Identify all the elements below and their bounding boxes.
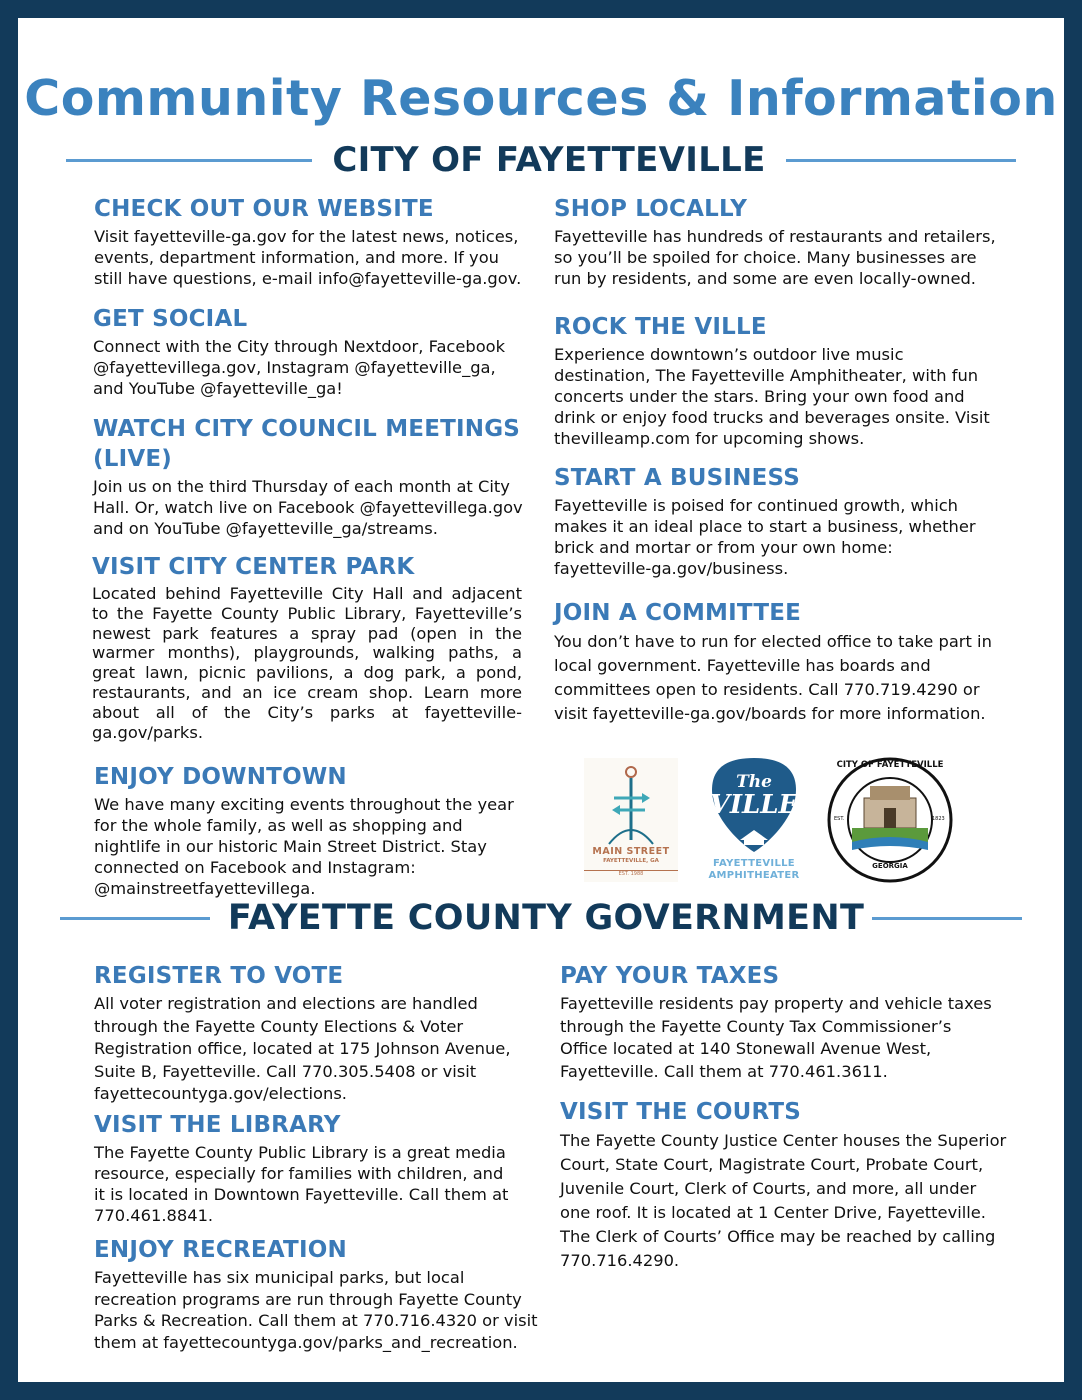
page <box>18 18 1064 1382</box>
block-title: ROCK THE VILLE <box>554 314 767 340</box>
divider <box>60 917 210 920</box>
main-street-logo <box>584 758 678 882</box>
website-block <box>94 194 526 289</box>
block-text: Join us on the third Thursday of each month at City Hall. Or, watch live on Facebook @fayettevillega.gov and on YouTube @fayetteville_ga/streams. <box>93 477 523 538</box>
block-text: The Fayette County Justice Center houses the Superior Court, State Court, Magistrate Court, Probate Court, Juvenile Court, Clerk of Courts, and more, all under one roof. It is located at 1 Center Drive, Fayetteville. The Clerk of Courts’ Office may be reached by calling 770.716.4290. <box>560 1131 1007 1270</box>
block-text: You don’t have to run for elected office to take part in local government. Fayetteville has boards and committees open to residents. Call 770.719.4290 or visit fayetteville-ga.gov/boards for more information. <box>554 632 992 723</box>
block-title: VISIT CITY CENTER PARK <box>92 554 415 580</box>
block-text: We have many exciting events throughout the year for the whole family, as well as shopping and nightlife in our historic Main Street District. Stay connected on Facebook and Instagram: @mainstreetfayettevillega. <box>94 795 514 898</box>
divider <box>66 159 312 162</box>
social-block <box>93 304 527 399</box>
courts-block <box>560 1097 1010 1273</box>
block-text: All voter registration and elections are handled through the Fayette County Elections & Voter Registration office, located at 175 Johnson Avenue, Suite B, Fayetteville. Call 770.305.5408 or visit fayettecountyga.gov/elections. <box>94 994 511 1103</box>
council-meetings-block <box>93 414 533 539</box>
block-text: Fayetteville has six municipal parks, but local recreation programs are run through Fayette County Parks & Recreation. Call them at 770.716.4320 or visit them at fayettecountyga.gov/parks_and_recreation. <box>94 1268 538 1352</box>
block-title: JOIN A COMMITTEE <box>554 600 802 626</box>
block-title: SHOP LOCALLY <box>554 196 748 222</box>
register-vote-block <box>94 961 524 1106</box>
recreation-block <box>94 1235 544 1353</box>
page-title: Community Resources & Information <box>24 70 1058 127</box>
seal-top-text: CITY OF FAYETTEVILLE <box>836 760 944 770</box>
city-heading: CITY OF FAYETTEVILLE <box>332 140 766 180</box>
divider <box>786 159 1016 162</box>
main-street-text: MAIN STREET <box>592 846 670 857</box>
block-text: Connect with the City through Nextdoor, Facebook @fayettevillega.gov, Instagram @fayetteville_ga, and YouTube @fayetteville_ga! <box>93 337 506 398</box>
block-title: VISIT THE COURTS <box>560 1099 802 1125</box>
weathervane-icon <box>584 758 678 850</box>
ville-sub2: AMPHITHEATER <box>708 870 800 881</box>
block-title: ENJOY DOWNTOWN <box>94 764 347 790</box>
taxes-block <box>560 961 1000 1083</box>
block-text: Fayetteville has hundreds of restaurants and retailers, so you’ll be spoiled for choice. Many businesses are run by residents, and some are even locally-owned. <box>554 227 996 288</box>
block-text: Located behind Fayetteville City Hall and adjacent to the Fayette County Public Library, Fayetteville’s newest park features a spray pad (open in the warmer months), playgrounds, walking paths, a great lawn, picnic pavilions, a dog park, a pond, restaurants, and an ice cream shop. Learn more about all of the City’s parks at fayetteville-ga.gov/parks. <box>92 584 522 742</box>
block-text: Fayetteville residents pay property and vehicle taxes through the Fayette County Tax Commissioner’s Office located at 140 Stonewall Avenue West, Fayetteville. Call them at 770.461.3611. <box>560 994 992 1081</box>
block-title: WATCH CITY COUNCIL MEETINGS (LIVE) <box>93 416 521 472</box>
ville-text: VILLE <box>709 790 799 820</box>
county-section-header <box>18 898 1064 938</box>
seal-est: EST. <box>834 816 845 822</box>
seal-bottom-text: GEORGIA <box>872 862 908 870</box>
county-heading: FAYETTE COUNTY GOVERNMENT <box>227 898 865 938</box>
city-seal-logo <box>826 756 954 884</box>
ville-sub1: FAYETTEVILLE <box>713 858 795 869</box>
committee-block <box>554 598 1000 726</box>
block-text: The Fayette County Public Library is a great media resource, especially for families with children, and it is located in Downtown Fayetteville. Call them at 770.461.8841. <box>94 1143 509 1225</box>
block-title: VISIT THE LIBRARY <box>94 1112 341 1138</box>
ville-amphitheater-logo <box>704 756 804 886</box>
divider <box>872 917 1022 920</box>
city-section-header <box>18 140 1064 180</box>
downtown-block <box>94 762 514 899</box>
block-text: Visit fayetteville-ga.gov for the latest news, notices, events, department information, and more. If you still have questions, e-mail info@fayetteville-ga.gov. <box>94 227 522 288</box>
block-title: GET SOCIAL <box>93 306 248 332</box>
seal-year: 1823 <box>932 816 945 822</box>
block-title: CHECK OUT OUR WEBSITE <box>94 196 434 222</box>
main-street-sub: FAYETTEVILLE, GA <box>603 858 659 864</box>
rock-the-ville-block <box>554 312 994 449</box>
logos-row <box>584 756 964 886</box>
block-title: REGISTER TO VOTE <box>94 963 344 989</box>
start-business-block <box>554 463 984 579</box>
city-center-park-block <box>92 552 522 742</box>
block-title: PAY YOUR TAXES <box>560 963 780 989</box>
shop-locally-block <box>554 194 1004 289</box>
main-street-est: EST. 1988 <box>584 870 678 877</box>
block-title: START A BUSINESS <box>554 465 801 491</box>
ville-the-text: The <box>736 772 772 792</box>
block-text: Fayetteville is poised for continued growth, which makes it an ideal place to start a business, whether brick and mortar or from your own home: fayetteville-ga.gov/business. <box>554 496 976 578</box>
block-text: Experience downtown’s outdoor live music destination, The Fayetteville Amphitheater, with fun concerts under the stars. Bring your own food and drink or enjoy food trucks and beverages onsite. Visit thevilleamp.com for upcoming shows. <box>554 345 990 448</box>
library-block <box>94 1110 514 1226</box>
block-title: ENJOY RECREATION <box>94 1237 347 1263</box>
